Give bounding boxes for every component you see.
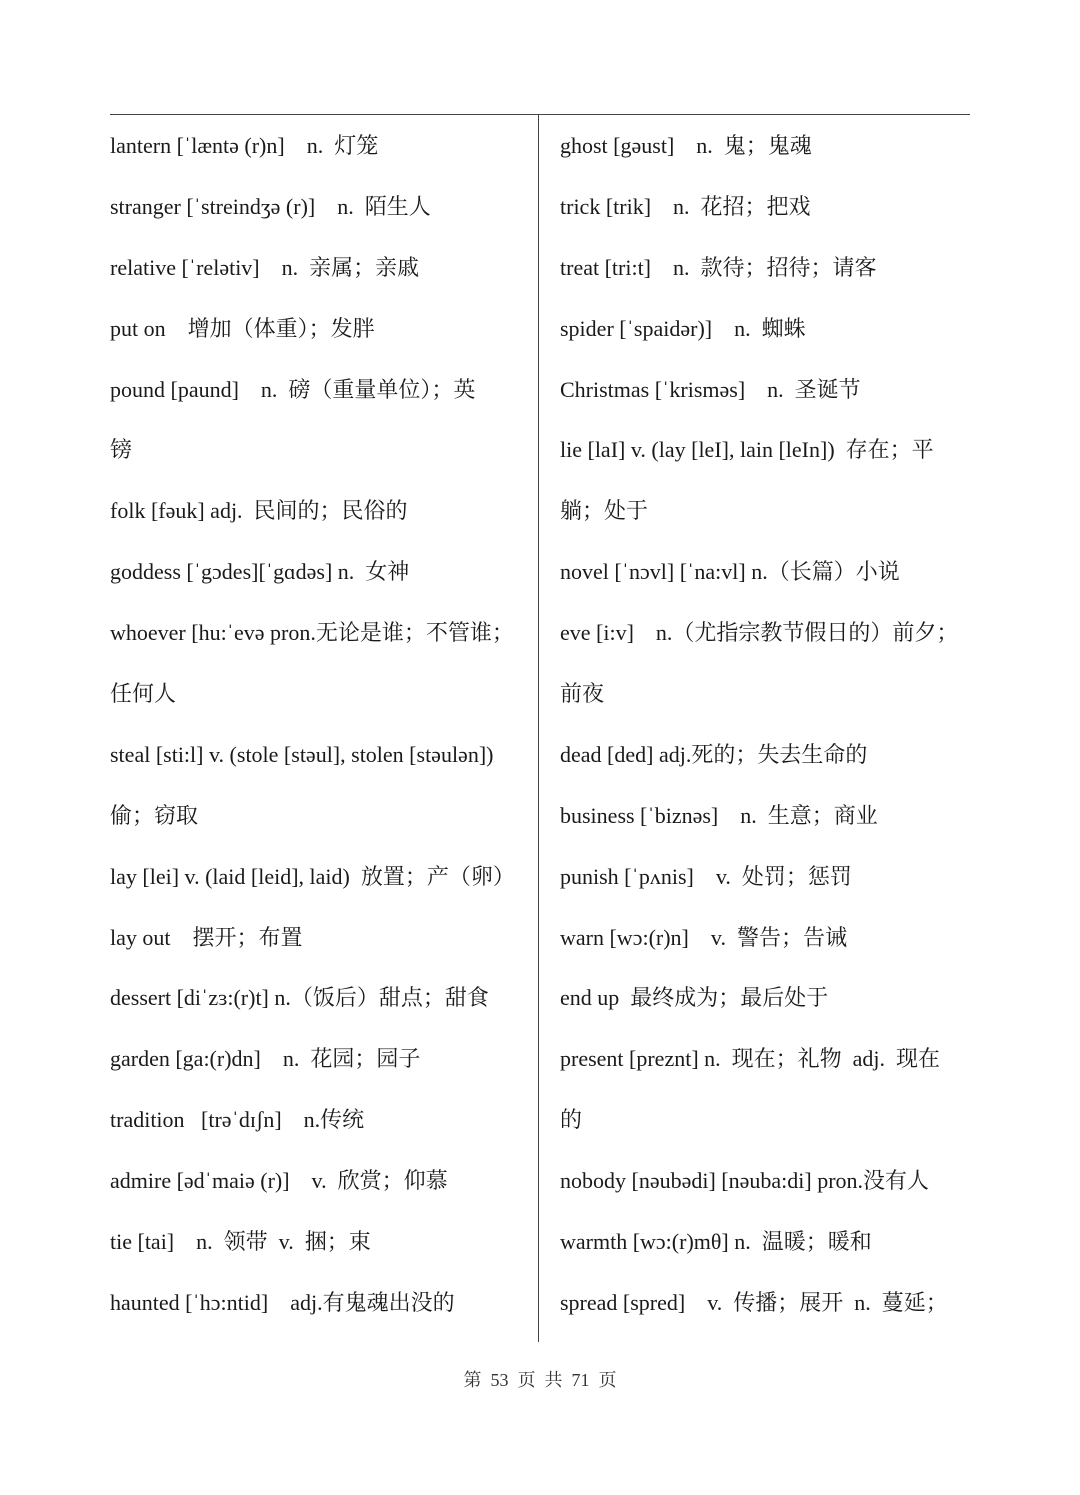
right-vocabulary-column xyxy=(560,116,970,1334)
vocab-line: punish [ˈpʌnis] v. 处罚；惩罚 xyxy=(560,863,852,889)
vocab-line: haunted [ˈhɔ:ntid] adj.有鬼魂出没的 xyxy=(110,1289,455,1315)
vocab-line: relative [ˈrelətiv] n. 亲属；亲戚 xyxy=(110,254,420,280)
vocab-line: business [ˈbiznəs] n. 生意；商业 xyxy=(560,802,878,828)
vocab-line: garden [ga:(r)dn] n. 花园；园子 xyxy=(110,1046,421,1072)
vocab-line: eve [i:v] n.（尤指宗教节假日的）前夕； xyxy=(560,620,959,646)
vocab-line: spread [spred] v. 传播；展开 n. 蔓延； xyxy=(560,1289,948,1315)
vocab-line: Christmas [ˈkrisməs] n. 圣诞节 xyxy=(560,376,861,402)
vocab-line: dead [ded] adj.死的；失去生命的 xyxy=(560,741,868,767)
vocab-line: warn [wɔ:(r)n] v. 警告；告诫 xyxy=(560,924,847,950)
vocab-line: pound [paund] n. 磅（重量单位）；英 xyxy=(110,376,476,402)
vocab-line: 前夜 xyxy=(560,681,605,707)
vocab-line: lie [laI] v. (lay [leI], lain [leIn]) 存在；平 xyxy=(560,437,934,463)
page-number-footer: 第 53 页 共 71 页 xyxy=(463,1370,617,1390)
vocab-line: tradition [trəˈdɪʃn] n.传统 xyxy=(110,1107,365,1133)
vocab-line: present [preznt] n. 现在；礼物 adj. 现在 xyxy=(560,1046,941,1072)
vocab-line: tie [tai] n. 领带 v. 捆；束 xyxy=(110,1229,371,1255)
left-vocabulary-column xyxy=(110,116,530,1334)
vocab-line: ghost [gəust] n. 鬼；鬼魂 xyxy=(560,133,812,158)
vocab-line: 偷；窃取 xyxy=(110,802,199,828)
vocab-line: warmth [wɔ:(r)mθ] n. 温暖；暖和 xyxy=(560,1229,872,1255)
vocab-line: novel [ˈnɔvl] [ˈna:vl] n.（长篇）小说 xyxy=(560,559,900,585)
column-divider xyxy=(538,114,539,1342)
top-rule xyxy=(110,114,970,115)
vocab-line: lay out 摆开；布置 xyxy=(110,924,303,950)
vocab-line: goddess [ˈgɔdes][ˈgɑdəs] n. 女神 xyxy=(110,559,410,585)
vocab-line: folk [fəuk] adj. 民间的；民俗的 xyxy=(110,498,408,524)
vocab-line: treat [tri:t] n. 款待；招待；请客 xyxy=(560,254,877,280)
vocab-line: 任何人 xyxy=(110,681,177,707)
vocab-line: 镑 xyxy=(110,437,133,463)
vocab-line: spider [ˈspaidər)] n. 蜘蛛 xyxy=(560,315,806,341)
vocab-line: 躺；处于 xyxy=(560,498,649,524)
vocab-line: 的 xyxy=(560,1107,583,1133)
vocab-line: nobody [nəubədi] [nəuba:di] pron.没有人 xyxy=(560,1168,930,1194)
vocab-line: end up 最终成为；最后处于 xyxy=(560,985,829,1011)
vocab-line: whoever [hu:ˈevə pron.无论是谁；不管谁； xyxy=(110,620,514,646)
vocab-line: lay [lei] v. (laid [leid], laid) 放置；产（卵） xyxy=(110,863,515,889)
vocab-line: put on 增加（体重）；发胖 xyxy=(110,315,375,341)
vocab-line: lantern [ˈlæntə (r)n] n. 灯笼 xyxy=(110,133,379,158)
vocab-line: dessert [diˈzɜ:(r)t] n.（饭后）甜点；甜食 xyxy=(110,985,489,1011)
vocab-line: stranger [ˈstreindʒə (r)] n. 陌生人 xyxy=(110,193,431,219)
vocab-line: trick [trik] n. 花招；把戏 xyxy=(560,193,811,219)
vocab-line: admire [ədˈmaiə (r)] v. 欣赏；仰慕 xyxy=(110,1168,448,1194)
vocab-line: steal [sti:l] v. (stole [stəul], stolen [stəulən]) xyxy=(110,741,494,767)
